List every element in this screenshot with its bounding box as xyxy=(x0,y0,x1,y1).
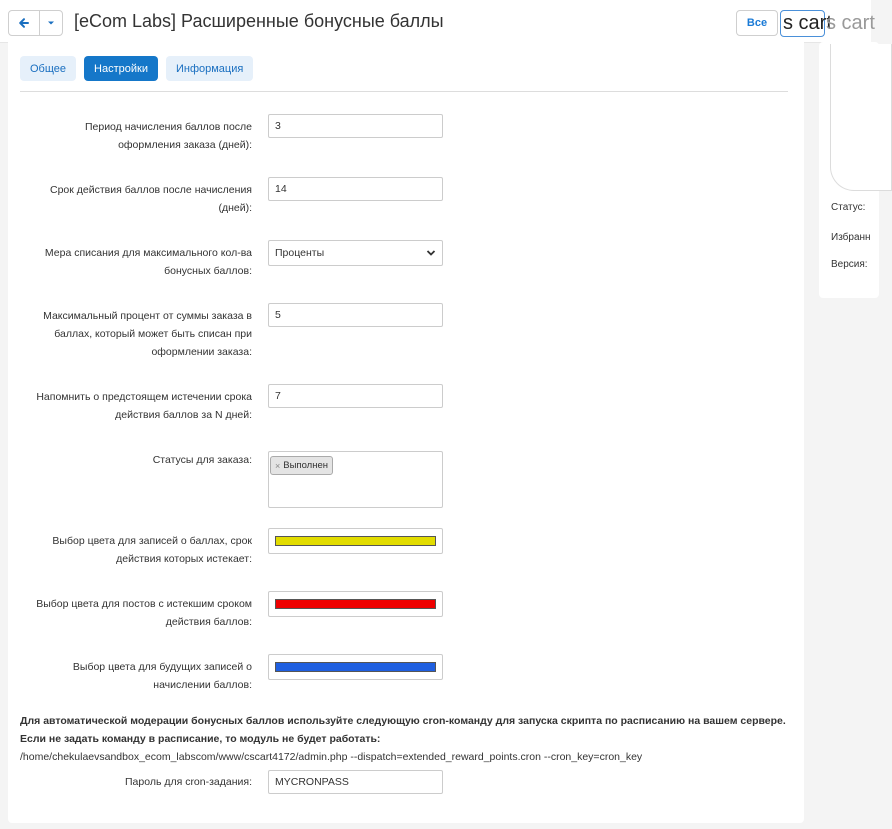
validity-input[interactable]: 14 xyxy=(268,177,443,201)
cron-password-input[interactable]: MYCRONPASS xyxy=(268,770,443,794)
cs-cart-logo-secondary: s cart xyxy=(826,12,875,34)
measure-label: Мера списания для максимального кол-ва бонусных баллов: xyxy=(44,247,252,277)
right-sidebar xyxy=(819,42,879,298)
nav-button-group xyxy=(8,10,63,36)
tab-information[interactable]: Информация xyxy=(166,56,253,81)
accrual-period-label: Период начисления баллов после оформления заказа (дней): xyxy=(84,121,252,151)
page-title: [eCom Labs] Расширенные бонусные баллы xyxy=(74,11,444,31)
color-future-swatch xyxy=(275,662,436,672)
cs-cart-logo[interactable]: s cart xyxy=(780,10,825,37)
arrow-left-icon xyxy=(18,17,30,29)
color-expiring-swatch xyxy=(275,536,436,546)
chevron-down-icon xyxy=(426,248,436,258)
statuses-label: Статусы для заказа: xyxy=(152,454,252,466)
back-button[interactable] xyxy=(9,11,40,35)
cron-note-line-1: Для автоматической модерации бонусных баллов используйте следующую cron-команду для запуска скрипта по расписанию на вашем сервере. xyxy=(20,715,786,727)
tab-general[interactable]: Общее xyxy=(20,56,76,81)
settings-panel xyxy=(8,42,804,823)
max-percent-label: Максимальный процент от суммы заказа в баллах, который может быть списан при оформлении заказа: xyxy=(43,310,252,358)
color-expiring-picker[interactable] xyxy=(268,528,443,554)
addon-image-card xyxy=(830,44,892,191)
color-expiring-label: Выбор цвета для записей о баллах, срок действия которых истекает: xyxy=(52,535,252,565)
statuses-multiselect[interactable] xyxy=(268,451,443,508)
cron-password-label: Пароль для cron-задания: xyxy=(124,776,252,788)
max-percent-input[interactable]: 5 xyxy=(268,303,443,327)
remind-input[interactable]: 7 xyxy=(268,384,443,408)
status-label: Статус: xyxy=(831,202,866,213)
nav-dropdown-button[interactable] xyxy=(40,11,62,35)
cron-note-line-2: Если не задать команду в расписание, то модуль не будет работать: xyxy=(20,733,381,745)
status-tag xyxy=(270,456,333,475)
color-expired-swatch xyxy=(275,599,436,609)
all-button[interactable]: Все xyxy=(736,10,778,36)
favorite-label: Избранн xyxy=(831,232,871,243)
top-bar xyxy=(0,0,875,43)
measure-select[interactable] xyxy=(268,240,443,266)
color-future-picker[interactable] xyxy=(268,654,443,680)
color-expired-picker[interactable] xyxy=(268,591,443,617)
tabs-divider xyxy=(20,91,788,92)
tag-remove-icon[interactable]: × xyxy=(275,460,281,471)
tabs xyxy=(20,56,253,81)
remind-label: Напомнить о предстоящем истечении срока действия баллов за N дней: xyxy=(36,391,252,421)
caret-down-icon xyxy=(47,20,55,26)
cron-command: /home/chekulaevsandbox_ecom_labscom/www/cscart4172/admin.php --dispatch=extended_reward_points.cron --cron_key=cron_key xyxy=(20,751,643,763)
version-label: Версия: xyxy=(831,259,868,270)
accrual-period-input[interactable]: 3 xyxy=(268,114,443,138)
status-tag-label: Выполнен xyxy=(283,460,328,471)
validity-label: Срок действия баллов после начисления (дней): xyxy=(50,184,252,214)
tab-settings[interactable]: Настройки xyxy=(84,56,158,81)
measure-select-value: Проценты xyxy=(275,247,325,259)
color-expired-label: Выбор цвета для постов с истекшим сроком действия баллов: xyxy=(36,598,252,628)
color-future-label: Выбор цвета для будущих записей о начислении баллов: xyxy=(72,661,252,691)
